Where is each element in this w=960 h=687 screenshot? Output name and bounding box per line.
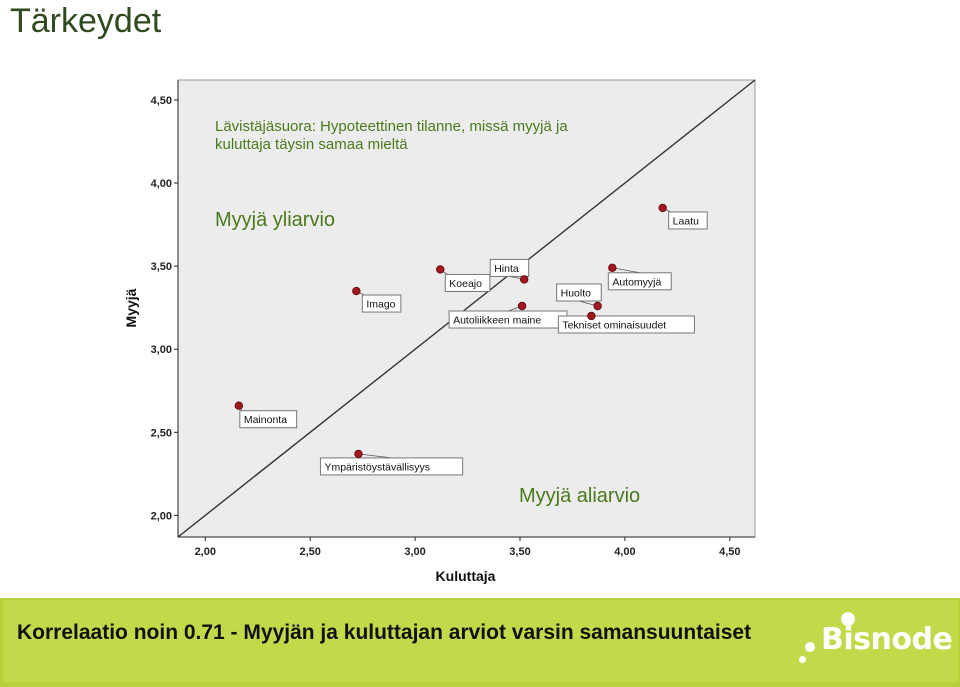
brand-name: Bisnode xyxy=(821,622,953,657)
x-tick-label: 2,00 xyxy=(194,546,216,558)
x-tick-label: 3,00 xyxy=(404,546,426,558)
y-tick-label: 3,00 xyxy=(150,344,172,357)
point-label: Koeajo xyxy=(449,277,482,290)
x-tick-label: 4,50 xyxy=(719,546,741,558)
point-koeajo xyxy=(436,266,444,274)
y-tick-label: 2,00 xyxy=(150,510,172,523)
footer-banner xyxy=(0,598,960,687)
point-label: Automyyjä xyxy=(612,276,662,289)
x-tick-label: 2,50 xyxy=(299,546,321,558)
y-tick-label: 4,00 xyxy=(150,178,172,191)
logo-dot-medium xyxy=(805,642,815,652)
y-tick-label: 2,50 xyxy=(150,427,172,440)
point-imago xyxy=(353,287,361,295)
point-label: Mainonta xyxy=(243,414,288,427)
point-laatu xyxy=(659,204,667,212)
footer-text: Korrelaatio noin 0.71 - Myyjän ja kuluttajan arviot varsin samansuuntaiset xyxy=(17,621,752,644)
diagonal-note-line-2: kuluttaja täysin samaa mieltä xyxy=(215,136,408,153)
point-huolto xyxy=(594,302,602,310)
point-label: Huolto xyxy=(560,287,591,300)
page-title: Tärkeydet xyxy=(10,2,162,40)
point-autoliikkeen-maine xyxy=(518,302,526,310)
point-mainonta xyxy=(235,402,243,410)
footer-inner xyxy=(3,600,958,682)
x-axis-label: Kuluttaja xyxy=(435,568,496,584)
point-automyyjä xyxy=(609,264,617,272)
point-label: Laatu xyxy=(672,215,699,228)
x-tick-label: 4,00 xyxy=(614,546,636,558)
point-label: Hinta xyxy=(494,262,519,275)
y-tick-label: 3,50 xyxy=(150,261,172,274)
y-axis-label: Myyjä xyxy=(123,288,139,328)
overestimate-region-label: Myyjä yliarvio xyxy=(215,209,336,231)
point-label: Imago xyxy=(366,298,396,311)
point-label: Ympäristöystävällisyys xyxy=(324,461,431,474)
point-label: Autoliikkeen maine xyxy=(453,314,542,327)
logo-dot-small xyxy=(799,656,806,663)
point-hinta xyxy=(520,276,528,284)
point-ympäristöystävällisyys xyxy=(355,450,363,458)
y-tick-label: 4,50 xyxy=(150,94,172,107)
diagonal-note-line-1: Lävistäjäsuora: Hypoteettinen tilanne, missä myyjä ja xyxy=(215,118,568,135)
bisnode-logo xyxy=(799,612,953,672)
point-tekniset-ominaisuudet xyxy=(588,312,596,320)
x-tick-label: 3,50 xyxy=(509,546,531,558)
underestimate-region-label: Myyjä aliarvio xyxy=(519,485,641,507)
point-label: Tekniset ominaisuudet xyxy=(562,319,667,332)
